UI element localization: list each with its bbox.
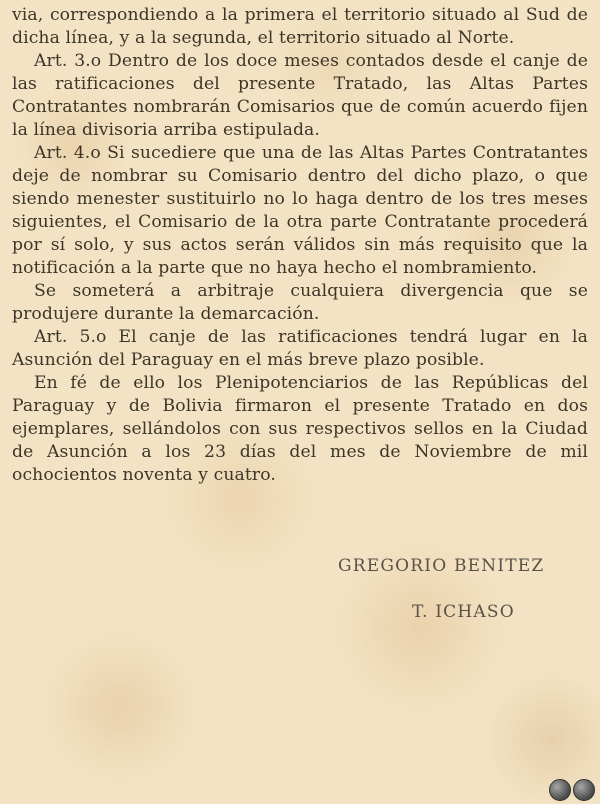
- corner-badge: [549, 779, 595, 801]
- badge-dot-icon: [573, 779, 595, 801]
- signature-benitez: GREGORIO BENITEZ: [338, 556, 545, 576]
- paragraph-art-3: Art. 3.o Dentro de los doce meses contados desde el canje de las ratificaciones del presente Tratado, las Altas Partes Contratantes nombrarán Comisarios que de común acuerdo fijen la línea divisoria arriba estipulada.: [12, 51, 588, 140]
- paragraph-arbitration: Se someterá a arbitraje cualquiera divergencia que se produjere durante la demarcación.: [12, 281, 588, 324]
- document-body: [12, 4, 588, 487]
- paragraph-closing: En fé de ello los Plenipotenciarios de las Repúblicas del Paraguay y de Bolivia firmaron el presente Tratado en dos ejemplares, sellándolos con sus respectivos sellos en la Ciudad de Asunción a los 23 días del mes de Noviembre de mil ochocientos noventa y cuatro.: [12, 373, 588, 485]
- badge-dot-icon: [549, 779, 571, 801]
- paragraph-art-5: Art. 5.o El canje de las ratificaciones tendrá lugar en la Asunción del Paraguay en el más breve plazo posible.: [12, 327, 588, 370]
- signature-ichaso: T. ICHASO: [412, 602, 515, 622]
- paragraph-continuation: via, correspondiendo a la primera el territorio situado al Sud de dicha línea, y a la segunda, el territorio situado al Norte.: [12, 5, 588, 48]
- paragraph-art-4: Art. 4.o Si sucediere que una de las Altas Partes Contratantes deje de nombrar su Comisario dentro del dicho plazo, o que siendo menester sustituirlo no lo haga dentro de los tres meses siguientes, el Comisario de la otra parte Contratante procederá por sí solo, y sus actos serán válidos sin más requisito que la notificación a la parte que no haya hecho el nombramiento.: [12, 143, 588, 278]
